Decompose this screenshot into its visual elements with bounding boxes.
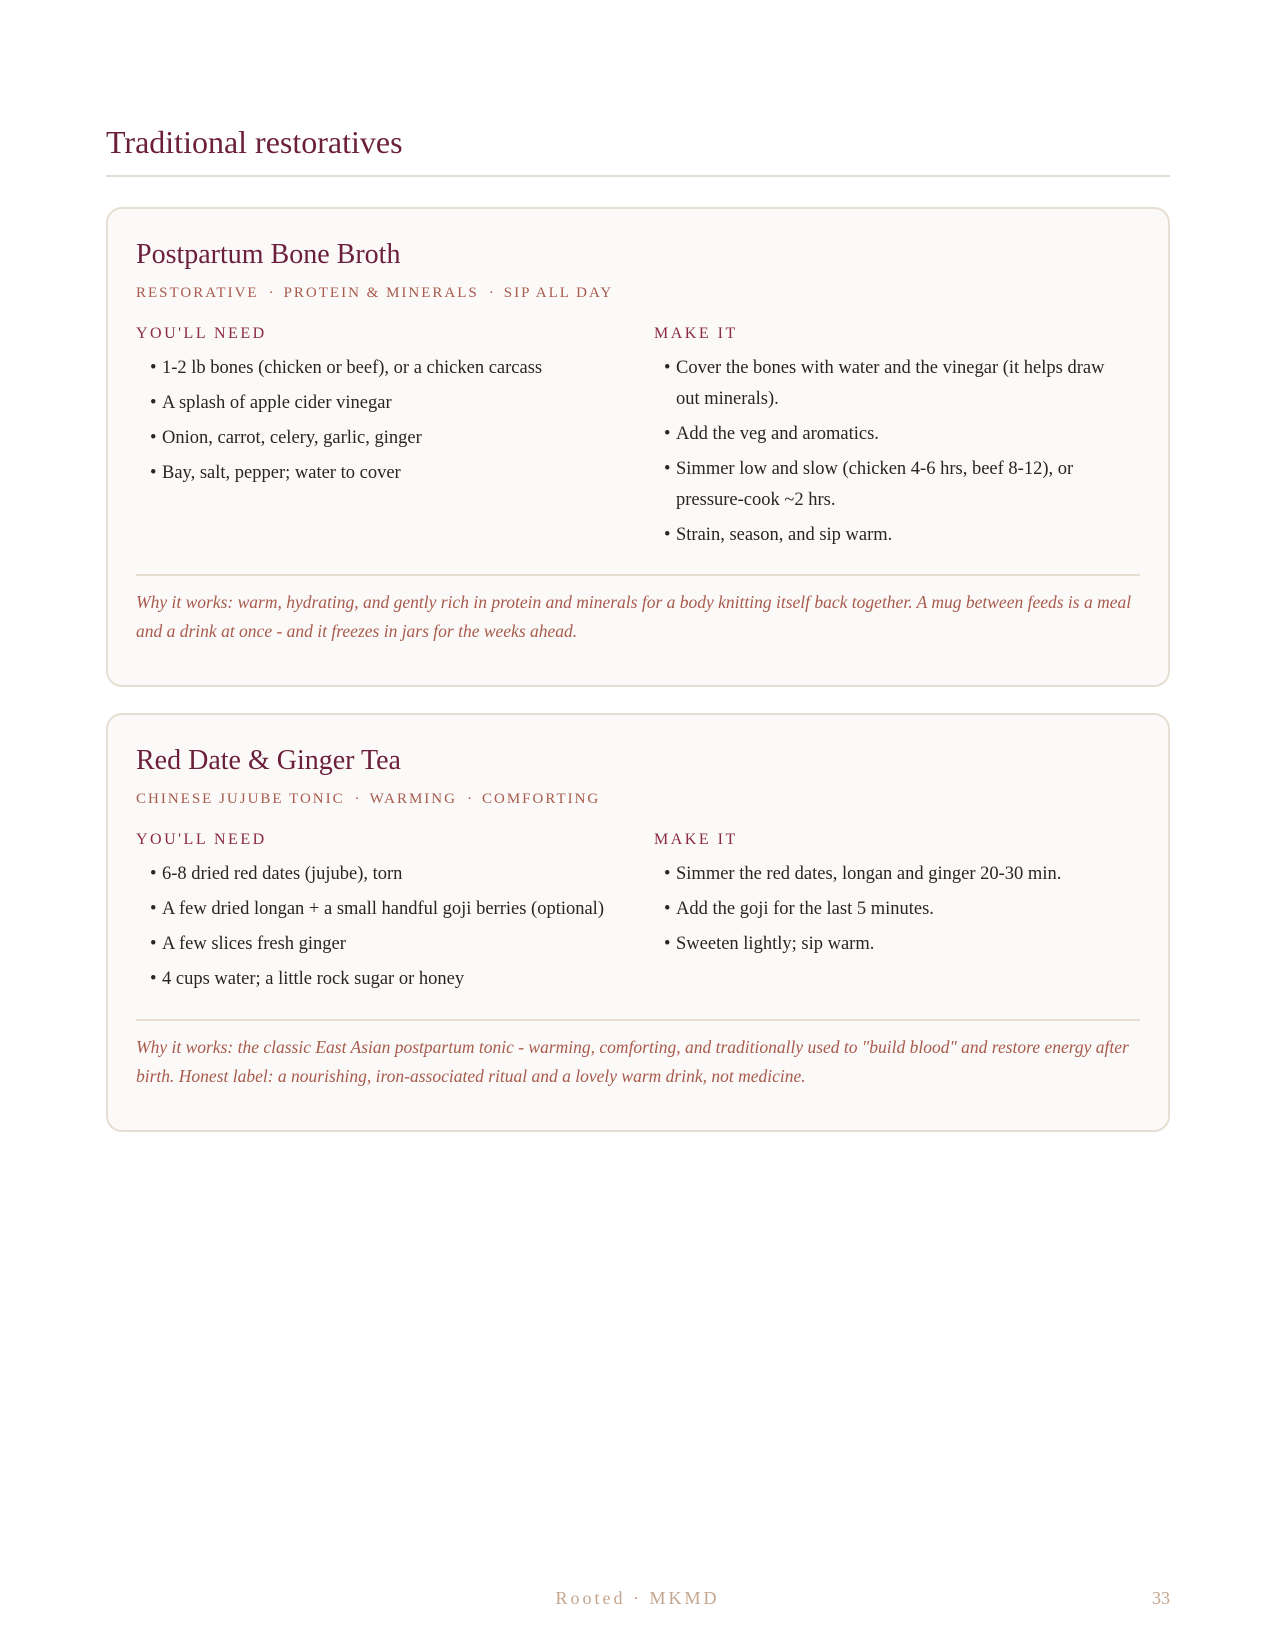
step-text: Simmer the red dates, longan and ginger 20-30 min. (676, 864, 1062, 884)
bullet: • (664, 899, 671, 919)
ingredient-text: Bay, salt, pepper; water to cover (162, 463, 401, 483)
ingredient-text: 1-2 lb bones (chicken or beef), or a chicken carcass (162, 358, 543, 378)
step-item (664, 859, 1124, 890)
step-text: Simmer low and slow (chicken 4-6 hrs, beef 8-12), or pressure-cook ~2 hrs. (676, 459, 1074, 510)
ingredient-text: Onion, carrot, celery, garlic, ginger (162, 428, 422, 448)
tag-separator: · (488, 285, 494, 301)
step-text: Cover the bones with water and the vinegar (it helps draw out minerals). (676, 358, 1105, 409)
bullet: • (150, 899, 157, 919)
bullet: • (150, 969, 157, 989)
bullet: • (664, 424, 671, 444)
recipe-tag: CHINESE JUJUBE TONIC (136, 791, 345, 807)
bullet: • (150, 358, 157, 378)
step-text: Strain, season, and sip warm. (676, 525, 893, 545)
step-text: Add the goji for the last 5 minutes. (676, 899, 934, 919)
recipe-card-red-date-tea (106, 713, 1170, 1132)
recipe-title: Postpartum Bone Broth (136, 239, 401, 270)
card-divider (136, 574, 1140, 576)
ingredient-item (150, 423, 640, 454)
recipe-tags (136, 789, 600, 809)
ingredient-item (150, 859, 640, 890)
bullet: • (664, 459, 671, 479)
recipe-card-bone-broth (106, 207, 1170, 687)
step-item (664, 353, 1124, 415)
step-item (664, 929, 1124, 960)
page-number: 33 (1152, 1588, 1170, 1608)
steps-list (664, 353, 1124, 555)
recipe-tag: RESTORATIVE (136, 285, 259, 301)
step-item (664, 520, 1124, 551)
title-divider (106, 175, 1170, 177)
bullet: • (664, 934, 671, 954)
ingredient-text: 6-8 dried red dates (jujube), torn (162, 864, 403, 884)
recipe-title: Red Date & Ginger Tea (136, 745, 401, 776)
footer-brand: Rooted · MKMD (555, 1588, 720, 1608)
ingredient-text: A few dried longan + a small handful goji berries (optional) (162, 899, 604, 919)
bullet: • (664, 864, 671, 884)
ingredients-list (150, 353, 640, 493)
bullet: • (150, 934, 157, 954)
step-item (664, 894, 1124, 925)
recipe-tag: COMFORTING (481, 791, 601, 807)
tag-separator: · (268, 285, 274, 301)
recipe-tag: SIP ALL DAY (503, 285, 614, 301)
ingredient-item (150, 353, 640, 384)
ingredients-list (150, 859, 640, 999)
recipe-tag: PROTEIN & MINERALS (283, 285, 479, 301)
ingredients-heading: YOU'LL NEED (136, 831, 267, 848)
bullet: • (150, 864, 157, 884)
recipe-tag: WARMING (369, 791, 457, 807)
page-title: Traditional restoratives (106, 124, 403, 160)
step-item (664, 419, 1124, 450)
bullet: • (150, 428, 157, 448)
bullet: • (664, 358, 671, 378)
steps-list (664, 859, 1124, 964)
step-text: Add the veg and aromatics. (676, 424, 879, 444)
steps-heading: MAKE IT (654, 831, 738, 848)
why-it-works-note: Why it works: the classic East Asian postpartum tonic - warming, comforting, and traditionally used to "build blood" and restore energy after birth. Honest label: a nourishing, iron-associated ritual and a lovely warm drink, not medicine. (136, 1037, 1129, 1086)
step-text: Sweeten lightly; sip warm. (676, 934, 875, 954)
tag-separator: · (466, 791, 472, 807)
bullet: • (150, 463, 157, 483)
recipe-tags (136, 283, 613, 303)
card-divider (136, 1019, 1140, 1021)
ingredient-text: A splash of apple cider vinegar (162, 393, 392, 413)
ingredient-item (150, 388, 640, 419)
ingredient-item (150, 929, 640, 960)
tag-separator: · (354, 791, 360, 807)
ingredient-text: A few slices fresh ginger (162, 934, 346, 954)
ingredient-text: 4 cups water; a little rock sugar or honey (162, 969, 465, 989)
ingredient-item (150, 964, 640, 995)
ingredient-item (150, 894, 640, 925)
steps-heading: MAKE IT (654, 325, 738, 342)
step-item (664, 454, 1124, 516)
bullet: • (664, 525, 671, 545)
bullet: • (150, 393, 157, 413)
ingredients-heading: YOU'LL NEED (136, 325, 267, 342)
ingredient-item (150, 458, 640, 489)
why-it-works-note: Why it works: warm, hydrating, and gently rich in protein and minerals for a body knitting itself back together. A mug between feeds is a meal and a drink at once - and it freezes in jars for the weeks ahead. (136, 592, 1132, 641)
